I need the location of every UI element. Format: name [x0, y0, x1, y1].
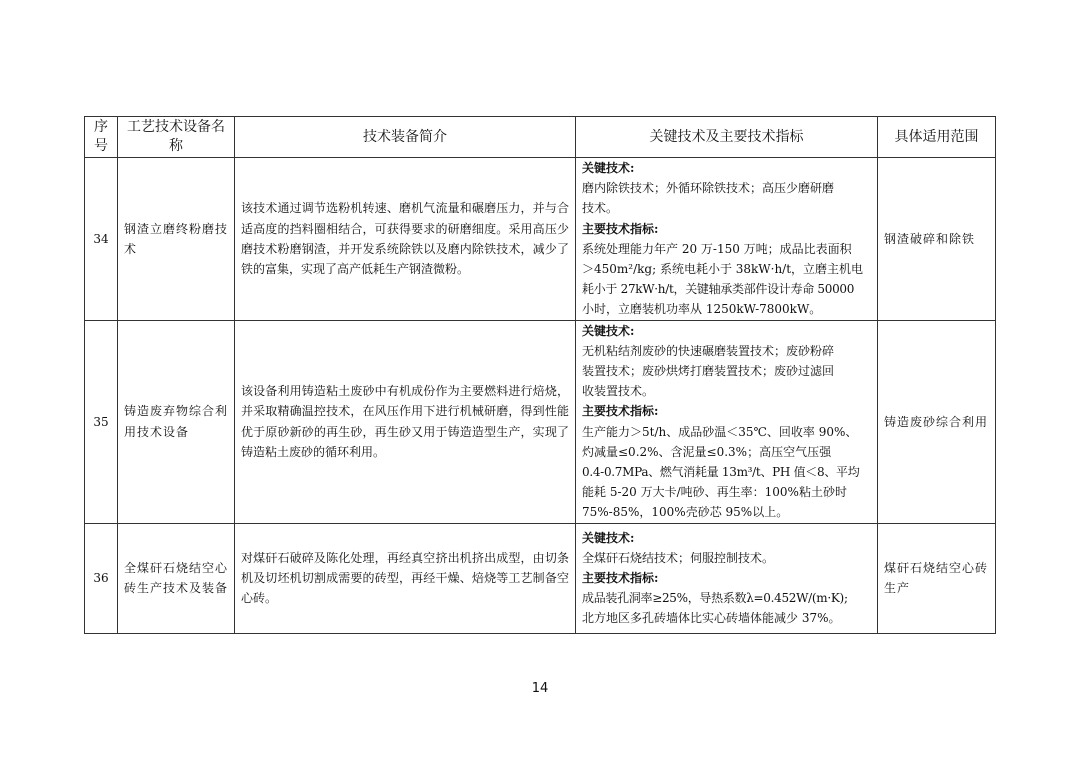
header-name: 工艺技术设备名称 — [118, 117, 235, 158]
table-row — [85, 158, 996, 321]
key-tech-label: 关键技术: — [582, 161, 635, 175]
indicator-line: ＞450m²/kg; 系统电耗小于 38kW·h/t，立磨主机电 — [582, 262, 864, 277]
row-key-indicators — [576, 523, 878, 633]
key-tech-line: 技术。 — [582, 201, 619, 216]
row-intro: 对煤矸石破碎及陈化处理，再经真空挤出机挤出成型，由切条机及切坯机切割成需要的砖型，再经干燥、焙烧等工艺制备空心砖。 — [235, 523, 576, 633]
header-intro: 技术装备简介 — [235, 117, 576, 158]
indicator-label: 主要技术指标: — [582, 404, 659, 419]
indicator-line: 0.4-0.7MPa、燃气消耗量 13m³/t、PH 值＜8、平均 — [582, 465, 860, 480]
indicator-line: 生产能力＞5t/h、成品砂温＜35℃、回收率 90%、 — [582, 424, 858, 439]
indicator-line: 75%-85%，100%壳砂芯 95%以上。 — [582, 505, 789, 520]
header-scope: 具体适用范围 — [878, 117, 996, 158]
row-name: 钢渣立磨终粉磨技术 — [118, 158, 235, 321]
key-tech-line: 装置技术；废砂烘烤打磨装置技术；废砂过滤回 — [582, 364, 835, 379]
key-tech-line: 无机粘结剂废砂的快速碾磨装置技术；废砂粉碎 — [582, 343, 835, 358]
process-technology-table — [84, 116, 996, 634]
indicator-line: 小时，立磨装机功率从 1250kW-7800kW。 — [582, 302, 822, 317]
table-row — [85, 523, 996, 633]
row-intro: 该技术通过调节选粉机转速、磨机气流量和碾磨压力，并与合适高度的挡料圈相结合，可获得要求的研磨细度。采用高压少磨技术粉磨钢渣，并开发系统除铁以及磨内除铁技术，减少了铁的富集，实现了高产低耗生产钢渣微粉。 — [235, 158, 576, 321]
header-key: 关键技术及主要技术指标 — [576, 117, 878, 158]
indicator-label: 主要技术指标: — [582, 221, 659, 236]
row-name: 铸造废弃物综合利用技术设备 — [118, 320, 235, 523]
row-scope: 煤矸石烧结空心砖生产 — [878, 523, 996, 633]
row-seq: 36 — [85, 523, 118, 633]
row-scope: 铸造废砂综合利用 — [878, 320, 996, 523]
row-seq: 34 — [85, 158, 118, 321]
row-key-indicators — [576, 320, 878, 523]
key-tech-line: 全煤矸石烧结技术；伺服控制技术。 — [582, 550, 775, 565]
header-seq: 序号 — [85, 117, 118, 158]
table-row — [85, 320, 996, 523]
key-tech-line: 磨内除铁技术；外循环除铁技术；高压少磨研磨 — [582, 181, 835, 196]
row-name: 全煤矸石烧结空心砖生产技术及装备 — [118, 523, 235, 633]
table-header-row — [85, 117, 996, 158]
indicator-line: 北方地区多孔砖墙体比实心砖墙体能减少 37%。 — [582, 611, 841, 626]
indicator-line: 能耗 5-20 万大卡/吨砂、再生率：100%粘土砂时 — [582, 485, 847, 500]
indicator-line: 系统处理能力年产 20 万-150 万吨；成品比表面积 — [582, 241, 852, 256]
indicator-line: 成品装孔洞率≥25%，导热系数λ=0.452W/(m·K); — [582, 591, 848, 606]
indicator-label: 主要技术指标: — [582, 571, 659, 586]
indicator-line: 耗小于 27kW·h/t，关键轴承类部件设计寿命 50000 — [582, 282, 855, 297]
row-seq: 35 — [85, 320, 118, 523]
row-intro: 该设备利用铸造粘土废砂中有机成份作为主要燃料进行焙烧，并采取精确温控技术，在风压作用下进行机械研磨，得到性能优于原砂新砂的再生砂，再生砂又用于铸造造型生产，实现了铸造粘土废砂的循环利用。 — [235, 320, 576, 523]
row-scope: 钢渣破碎和除铁 — [878, 158, 996, 321]
indicator-line: 灼减量≤0.2%、含泥量≤0.3%；高压空气压强 — [582, 444, 832, 459]
key-tech-line: 收装置技术。 — [582, 384, 655, 399]
row-key-indicators — [576, 158, 878, 321]
key-tech-label: 关键技术: — [582, 323, 635, 338]
page-number: 14 — [531, 681, 549, 696]
key-tech-label: 关键技术: — [582, 530, 635, 545]
